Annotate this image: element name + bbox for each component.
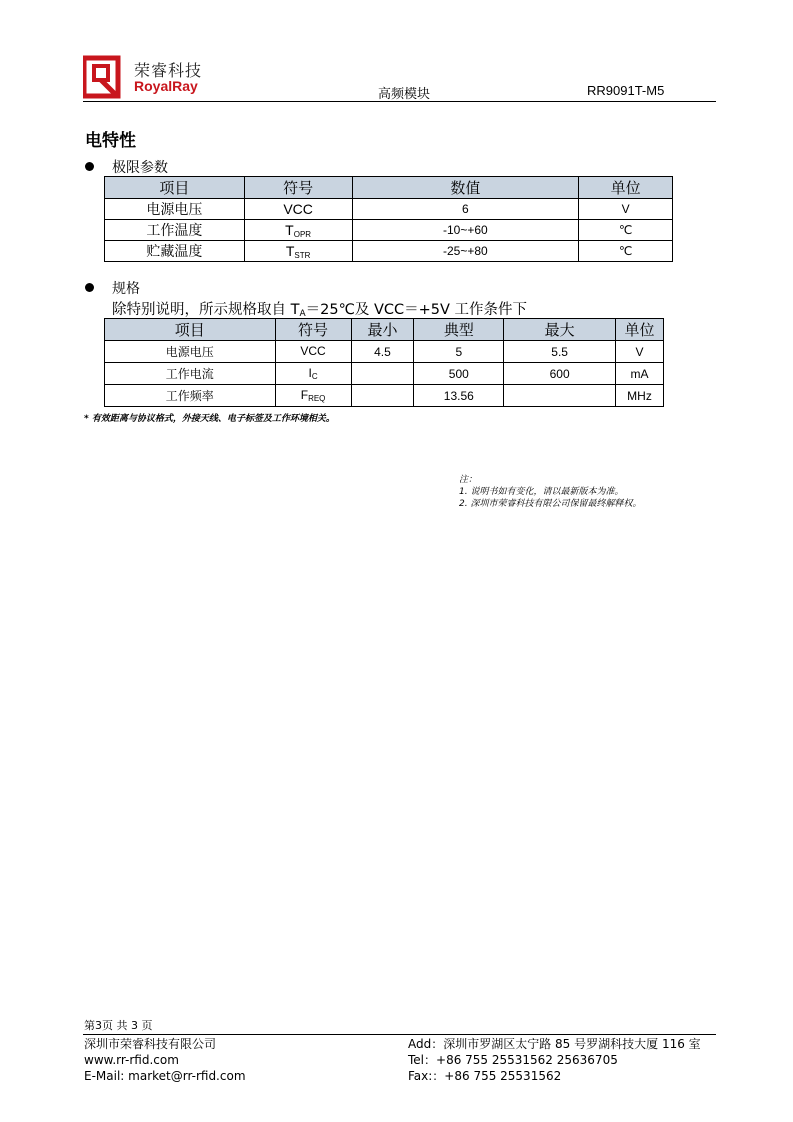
symbol-cell: $I_C$: [275, 363, 351, 385]
notes-line-1: 1. 说明书如有变化，请以最新版本为准。: [459, 487, 624, 497]
section-title: 电特性: [85, 131, 136, 151]
footer-company: 深圳市荣睿科技有限公司: [84, 1037, 217, 1051]
notes-title: 注：: [459, 475, 478, 485]
typ-cell: 13.56: [414, 385, 504, 407]
logo-mark-icon: [83, 55, 127, 99]
item-cell: 工作频率: [105, 385, 276, 407]
value-cell: 6: [352, 199, 579, 220]
typ-cell: 500: [414, 363, 504, 385]
item-cell: 工作温度: [105, 220, 245, 241]
unit-cell: ℃: [579, 220, 673, 241]
specs-condition: 除特别说明，所示规格取自 $T_A=25℃$及 VCC＝+5V 工作条件下: [112, 302, 528, 319]
unit-cell: ℃: [579, 241, 673, 262]
footer-email[interactable]: E-Mail: market@rr-rfid.com: [84, 1069, 246, 1083]
bullet-icon: [85, 283, 94, 292]
footer-right: [408, 1036, 701, 1084]
symbol-cell: $T_{OPR}$: [244, 220, 352, 241]
specs-label: 规格: [112, 281, 140, 297]
table-row: [105, 363, 664, 385]
footer-left: [84, 1036, 246, 1084]
logo-chinese-name: 荣睿科技: [134, 61, 203, 80]
value-cell: -10~+60: [352, 220, 579, 241]
footer-address: Add：深圳市罗湖区太宁路 85 号罗湖科技大厦 116 室: [408, 1037, 701, 1051]
table-row: [105, 199, 673, 220]
table-header-cell: 项目: [105, 177, 245, 199]
table-header-row: [105, 177, 673, 199]
unit-cell: MHz: [616, 385, 664, 407]
table-header-cell: 符号: [244, 177, 352, 199]
footer-website[interactable]: www.rr-rfid.com: [84, 1053, 179, 1067]
table-header-cell: 项目: [105, 319, 276, 341]
symbol-cell: $F_{REQ}$: [275, 385, 351, 407]
page-number: 第3页 共 3 页: [84, 1019, 153, 1032]
header-title: 高频模块: [378, 87, 431, 102]
range-footnote: * 有效距离与协议格式，外接天线、电子标签及工作环境相关。: [84, 414, 335, 424]
table-header-cell: 典型: [414, 319, 504, 341]
table-row: [105, 341, 664, 363]
symbol-cell: $T_{STR}$: [244, 241, 352, 262]
specs-table: [104, 318, 664, 407]
symbol-cell: VCC: [244, 199, 352, 220]
table-row: [105, 385, 664, 407]
unit-cell: V: [616, 341, 664, 363]
table-row: [105, 220, 673, 241]
min-cell: 4.5: [351, 341, 414, 363]
table-header-cell: 单位: [579, 177, 673, 199]
royalray-logo: [83, 55, 127, 103]
symbol-cell: VCC: [275, 341, 351, 363]
notes-block: [459, 474, 641, 510]
unit-cell: mA: [616, 363, 664, 385]
table-header-cell: 单位: [616, 319, 664, 341]
footer-fax: Fax:：+86 755 25531562: [408, 1069, 562, 1083]
max-cell: [504, 385, 616, 407]
min-cell: [351, 385, 414, 407]
limits-table: [104, 176, 673, 262]
item-cell: 电源电压: [105, 341, 276, 363]
item-cell: 电源电压: [105, 199, 245, 220]
item-cell: 工作电流: [105, 363, 276, 385]
limits-label: 极限参数: [112, 160, 168, 176]
bullet-icon: [85, 162, 94, 171]
item-cell: 贮藏温度: [105, 241, 245, 262]
max-cell: 5.5: [504, 341, 616, 363]
table-header-cell: 最小: [351, 319, 414, 341]
typ-cell: 5: [414, 341, 504, 363]
table-header-cell: 数值: [352, 177, 579, 199]
notes-line-2: 2. 深圳市荣睿科技有限公司保留最终解释权。: [459, 499, 642, 509]
table-header-cell: 符号: [275, 319, 351, 341]
table-row: [105, 241, 673, 262]
value-cell: -25~+80: [352, 241, 579, 262]
footer-tel: Tel：+86 755 25531562 25636705: [408, 1053, 618, 1067]
logo-english-name: RoyalRay: [134, 78, 198, 94]
header-model: RR9091T-M5: [587, 83, 665, 98]
min-cell: [351, 363, 414, 385]
unit-cell: V: [579, 199, 673, 220]
header-divider: [83, 101, 716, 102]
footer-divider: [83, 1034, 716, 1035]
max-cell: 600: [504, 363, 616, 385]
table-header-cell: 最大: [504, 319, 616, 341]
table-header-row: [105, 319, 664, 341]
